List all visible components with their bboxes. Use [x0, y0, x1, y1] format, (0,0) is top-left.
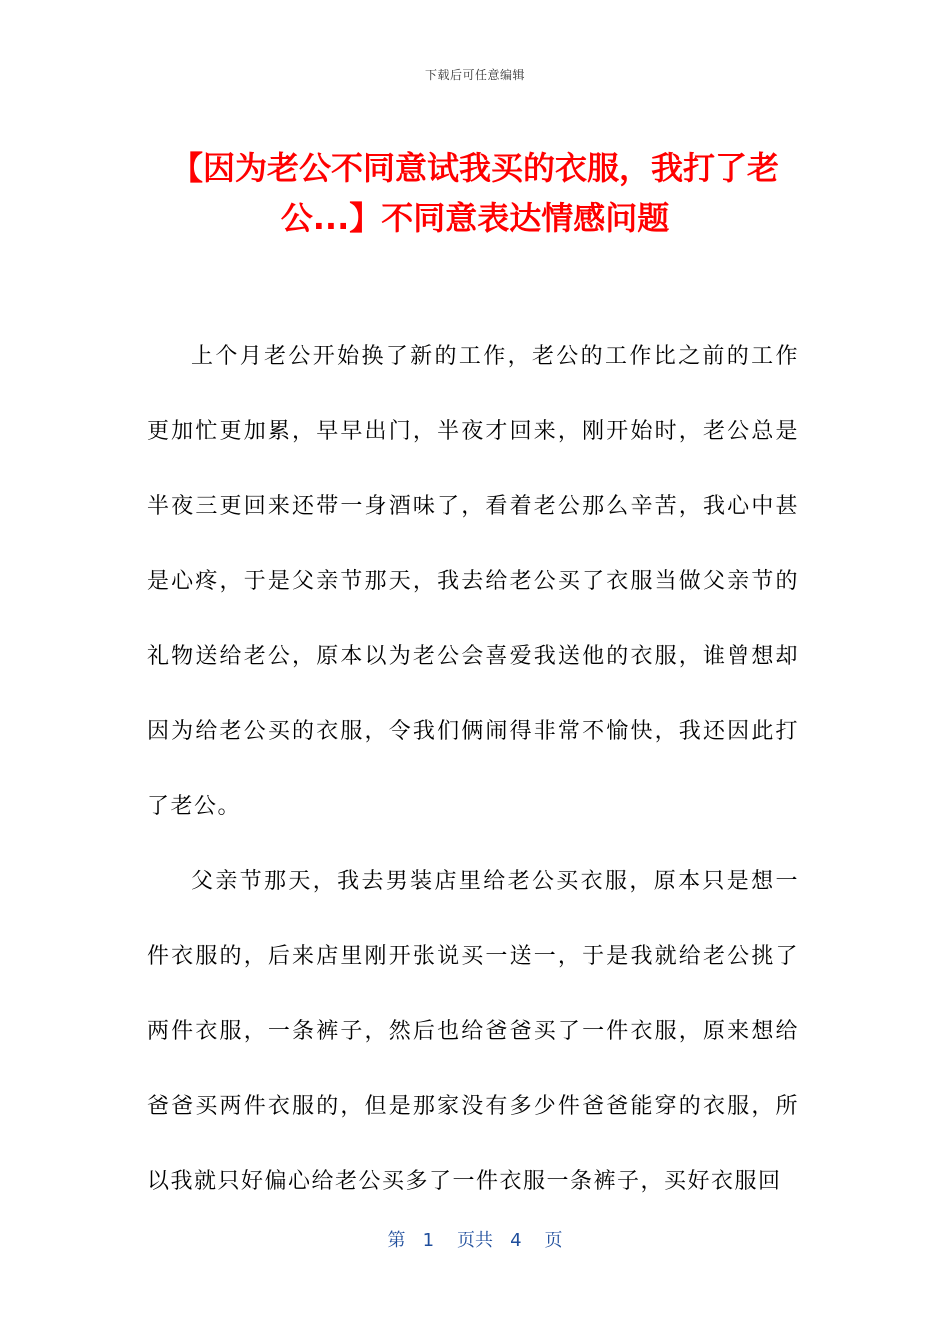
page-footer — [0, 1226, 950, 1252]
document-body — [147, 319, 799, 1219]
paragraph: 父亲节那天，我去男装店里给老公买衣服，原本只是想一件衣服的，后来店里刚开张说买一送一，于是我就给老公挑了两件衣服，一条裤子，然后也给爸爸买了一件衣服，原来想给爸爸买两件衣服的，但是那家没有多少件爸爸能穿的衣服，所以我就只好偏心给老公买多了一件衣服一条裤子，买好衣服回 — [147, 869, 799, 1194]
current-page-number: 1 — [422, 1230, 435, 1251]
page-label-prefix: 第 — [387, 1230, 406, 1251]
header-note: 下载后可任意编辑 — [424, 68, 525, 82]
total-pages-number: 4 — [510, 1230, 522, 1251]
page-label-suffix: 页 — [544, 1230, 563, 1251]
paragraph: 上个月老公开始换了新的工作，老公的工作比之前的工作更加忙更加累，早早出门，半夜才回来，刚开始时，老公总是半夜三更回来还带一身酒味了，看着老公那么辛苦，我心中甚是心疼，于是父亲节那天，我去给老公买了衣服当做父亲节的礼物送给老公，原本以为老公会喜爱我送他的衣服，谁曾想却因为给老公买的衣服，令我们俩闹得非常不愉快，我还因此打了老公。 — [147, 344, 799, 819]
page-label-middle: 页共 — [457, 1230, 493, 1251]
document-title: 【因为老公不同意试我买的衣服，我打了老公...】不同意表达情感问题 — [170, 149, 779, 237]
